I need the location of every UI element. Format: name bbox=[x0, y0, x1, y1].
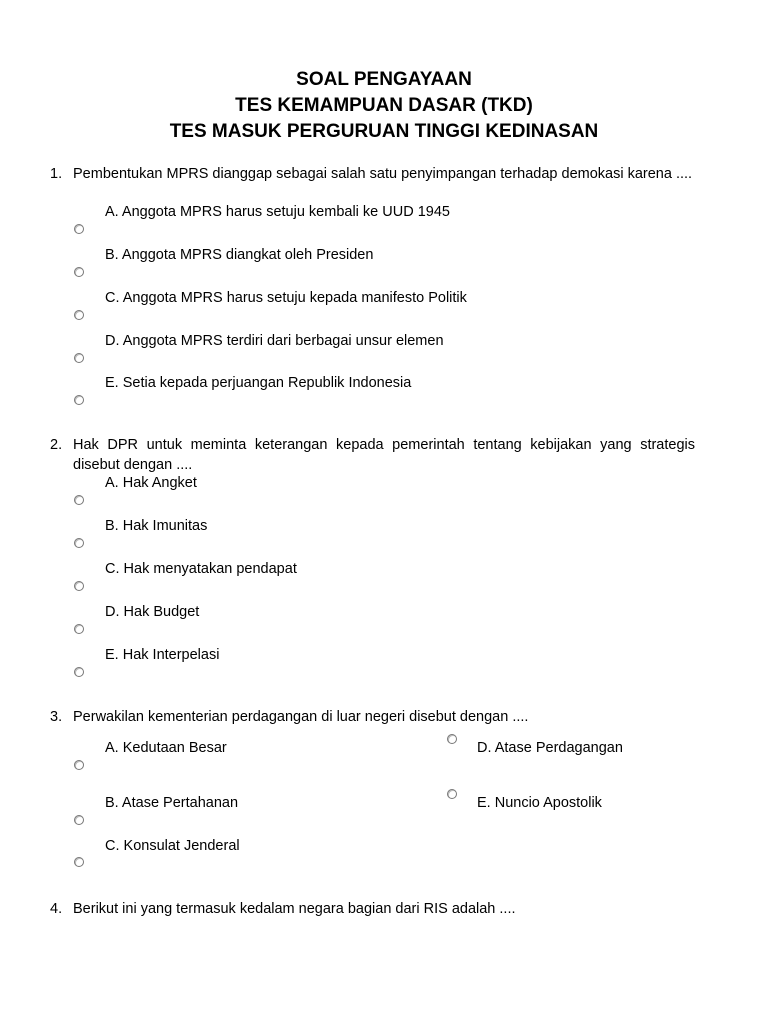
question-2-radio-e[interactable] bbox=[74, 667, 84, 677]
question-3-text: Perwakilan kementerian perdagangan di luar negeri disebut dengan .... bbox=[73, 709, 529, 725]
question-1-text: Pembentukan MPRS dianggap sebagai salah satu penyimpangan terhadap demokasi karena .... bbox=[73, 166, 693, 182]
question-2-option-c: C. Hak menyatakan pendapat bbox=[105, 561, 297, 577]
document-subtitle: TES KEMAMPUAN DASAR (TKD) bbox=[235, 95, 533, 116]
question-4-text: Berikut ini yang termasuk kedalam negara bagian dari RIS adalah .... bbox=[73, 901, 516, 917]
question-2-text: Hak DPR untuk meminta keterangan kepada pemerintah tentang kebijakan yang strategis disebut dengan .... bbox=[73, 437, 695, 473]
question-2-radio-d[interactable] bbox=[74, 624, 84, 634]
question-3-option-e: E. Nuncio Apostolik bbox=[477, 795, 602, 811]
question-2-option-a: A. Hak Angket bbox=[105, 475, 197, 491]
question-1-radio-d[interactable] bbox=[74, 353, 84, 363]
question-4-number: 4. bbox=[50, 901, 63, 917]
question-1-radio-b[interactable] bbox=[74, 267, 84, 277]
question-3-option-b: B. Atase Pertahanan bbox=[105, 795, 239, 811]
question-1-radio-e[interactable] bbox=[74, 395, 84, 405]
question-2-number: 2. bbox=[50, 437, 63, 453]
question-1-option-c: C. Anggota MPRS harus setuju kepada manifesto Politik bbox=[105, 290, 467, 306]
question-1-radio-a[interactable] bbox=[74, 224, 84, 234]
question-3-radio-b[interactable] bbox=[74, 815, 84, 825]
question-3-radio-e[interactable] bbox=[447, 789, 457, 799]
question-2-radio-b[interactable] bbox=[74, 538, 84, 548]
question-2-radio-a[interactable] bbox=[74, 495, 84, 505]
document-subtitle-2: TES MASUK PERGURUAN TINGGI KEDINASAN bbox=[169, 121, 599, 142]
question-3-option-d: D. Atase Perdagangan bbox=[477, 740, 623, 756]
question-2-option-b: B. Hak Imunitas bbox=[105, 518, 208, 534]
question-3-radio-c[interactable] bbox=[74, 857, 84, 867]
question-1-option-b: B. Anggota MPRS diangkat oleh Presiden bbox=[105, 247, 374, 263]
question-2-radio-c[interactable] bbox=[74, 581, 84, 591]
question-3-radio-a[interactable] bbox=[74, 760, 84, 770]
question-2-option-e: E. Hak Interpelasi bbox=[105, 647, 220, 663]
question-1-radio-c[interactable] bbox=[74, 310, 84, 320]
question-1-option-a: A. Anggota MPRS harus setuju kembali ke UUD 1945 bbox=[105, 204, 450, 220]
document-title: SOAL PENGAYAAN bbox=[296, 69, 472, 90]
question-3-option-a: A. Kedutaan Besar bbox=[105, 740, 227, 756]
question-1-option-d: D. Anggota MPRS terdiri dari berbagai unsur elemen bbox=[105, 333, 444, 349]
question-1-number: 1. bbox=[50, 166, 63, 182]
question-1-option-e: E. Setia kepada perjuangan Republik Indonesia bbox=[105, 375, 412, 391]
question-3-radio-d[interactable] bbox=[447, 734, 457, 744]
question-2-option-d: D. Hak Budget bbox=[105, 604, 200, 620]
question-3-number: 3. bbox=[50, 709, 63, 725]
question-3-option-c: C. Konsulat Jenderal bbox=[105, 838, 240, 854]
